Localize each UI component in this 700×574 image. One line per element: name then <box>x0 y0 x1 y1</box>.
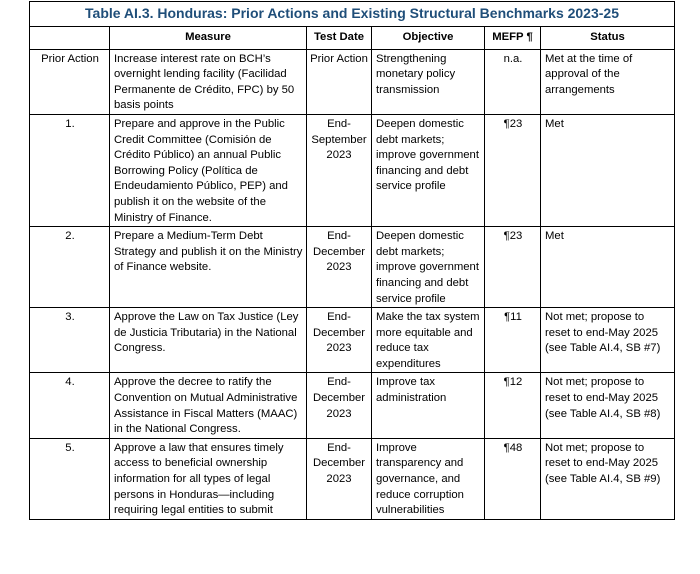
header-test-date: Test Date <box>307 27 372 50</box>
test-date-cell: End-December 2023 <box>307 308 372 373</box>
objective-cell: Strengthening monetary policy transmission <box>372 49 485 114</box>
header-mefp: MEFP ¶ <box>485 27 541 50</box>
test-date-cell: End-December 2023 <box>307 438 372 519</box>
status-cell: Met at the time of approval of the arrangements <box>541 49 675 114</box>
row-label: 4. <box>30 373 110 438</box>
status-cell: Met <box>541 114 675 226</box>
row-label: 2. <box>30 227 110 308</box>
mefp-cell: ¶23 <box>485 227 541 308</box>
header-blank <box>30 27 110 50</box>
objective-cell: Deepen domestic debt markets; improve government financing and debt service profile <box>372 114 485 226</box>
status-cell: Not met; propose to reset to end-May 2025 (see Table AI.4, SB #7) <box>541 308 675 373</box>
row-label: Prior Action <box>30 49 110 114</box>
table-row <box>30 114 675 226</box>
mefp-cell: ¶12 <box>485 373 541 438</box>
measure-cell: Approve the decree to ratify the Convention on Mutual Administrative Assistance in Fiscal Matters (MAAC) in the National Congress. <box>110 373 307 438</box>
mefp-cell: ¶23 <box>485 114 541 226</box>
row-label: 1. <box>30 114 110 226</box>
benchmarks-table <box>29 1 675 520</box>
table-title-row <box>30 2 675 27</box>
table-row <box>30 227 675 308</box>
test-date-cell: End-December 2023 <box>307 227 372 308</box>
objective-cell: Improve transparency and governance, and reduce corruption vulnerabilities <box>372 438 485 519</box>
mefp-cell: ¶11 <box>485 308 541 373</box>
test-date-cell: Prior Action <box>307 49 372 114</box>
measure-cell: Increase interest rate on BCH’s overnight lending facility (Facilidad Permanente de Crédito, FPC) by 50 basis points <box>110 49 307 114</box>
test-date-cell: End-December 2023 <box>307 373 372 438</box>
status-cell: Not met; propose to reset to end-May 2025 (see Table AI.4, SB #9) <box>541 438 675 519</box>
table-title: Table AI.3. Honduras: Prior Actions and Existing Structural Benchmarks 2023-25 <box>30 2 675 27</box>
table-row <box>30 308 675 373</box>
objective-cell: Deepen domestic debt markets; improve government financing and debt service profile <box>372 227 485 308</box>
status-cell: Met <box>541 227 675 308</box>
measure-cell: Prepare and approve in the Public Credit Committee (Comisión de Crédito Público) an annual Public Borrowing Policy (Política de Endeudamiento Público, PEP) and publish it on the website of the Ministry of Finance. <box>110 114 307 226</box>
objective-cell: Improve tax administration <box>372 373 485 438</box>
header-status: Status <box>541 27 675 50</box>
table-row <box>30 438 675 519</box>
table-row <box>30 49 675 114</box>
mefp-cell: ¶48 <box>485 438 541 519</box>
measure-cell: Prepare a Medium-Term Debt Strategy and publish it on the Ministry of Finance website. <box>110 227 307 308</box>
test-date-cell: End-September 2023 <box>307 114 372 226</box>
row-label: 3. <box>30 308 110 373</box>
measure-cell: Approve a law that ensures timely access to beneficial ownership information for all types of legal persons in Honduras—including requiring legal entities to submit <box>110 438 307 519</box>
row-label: 5. <box>30 438 110 519</box>
measure-cell: Approve the Law on Tax Justice (Ley de Justicia Tributaria) in the National Congress. <box>110 308 307 373</box>
header-row <box>30 27 675 50</box>
status-cell: Not met; propose to reset to end-May 2025 (see Table AI.4, SB #8) <box>541 373 675 438</box>
table-row <box>30 373 675 438</box>
objective-cell: Make the tax system more equitable and reduce tax expenditures <box>372 308 485 373</box>
header-measure: Measure <box>110 27 307 50</box>
mefp-cell: n.a. <box>485 49 541 114</box>
header-objective: Objective <box>372 27 485 50</box>
